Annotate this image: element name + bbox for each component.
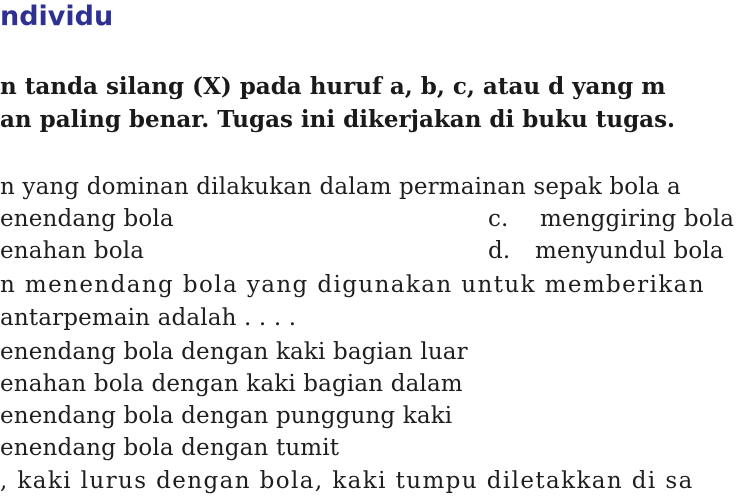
question-1-option-c: menggiring bola bbox=[540, 206, 735, 232]
question-2-option-c: enendang bola dengan punggung kaki bbox=[0, 403, 453, 429]
question-1-option-b: enahan bola bbox=[0, 238, 145, 264]
question-2-option-a: enendang bola dengan kaki bagian luar bbox=[0, 339, 468, 365]
section-heading: ndividu bbox=[0, 1, 114, 32]
instruction-line-1: n tanda silang (X) pada huruf a, b, c, atau d yang m bbox=[0, 73, 666, 100]
question-1-option-c-letter: c. bbox=[488, 206, 509, 232]
question-3-stem: , kaki lurus dengan bola, kaki tumpu diletakkan di sa bbox=[0, 468, 694, 494]
instruction-line-2: an paling benar. Tugas ini dikerjakan di buku tugas. bbox=[0, 106, 676, 133]
question-1-option-a: enendang bola bbox=[0, 206, 174, 232]
question-2-stem-line-1: n menendang bola yang digunakan untuk memberikan bbox=[0, 272, 705, 298]
question-1-stem: n yang dominan dilakukan dalam permainan sepak bola a bbox=[0, 174, 681, 200]
question-1-option-d-letter: d. bbox=[488, 238, 511, 264]
question-2-option-d: enendang bola dengan tumit bbox=[0, 435, 340, 461]
question-2-stem-line-2: antarpemain adalah . . . . bbox=[0, 305, 297, 331]
question-2-option-b: enahan bola dengan kaki bagian dalam bbox=[0, 371, 463, 397]
question-1-option-d: menyundul bola bbox=[535, 238, 724, 264]
